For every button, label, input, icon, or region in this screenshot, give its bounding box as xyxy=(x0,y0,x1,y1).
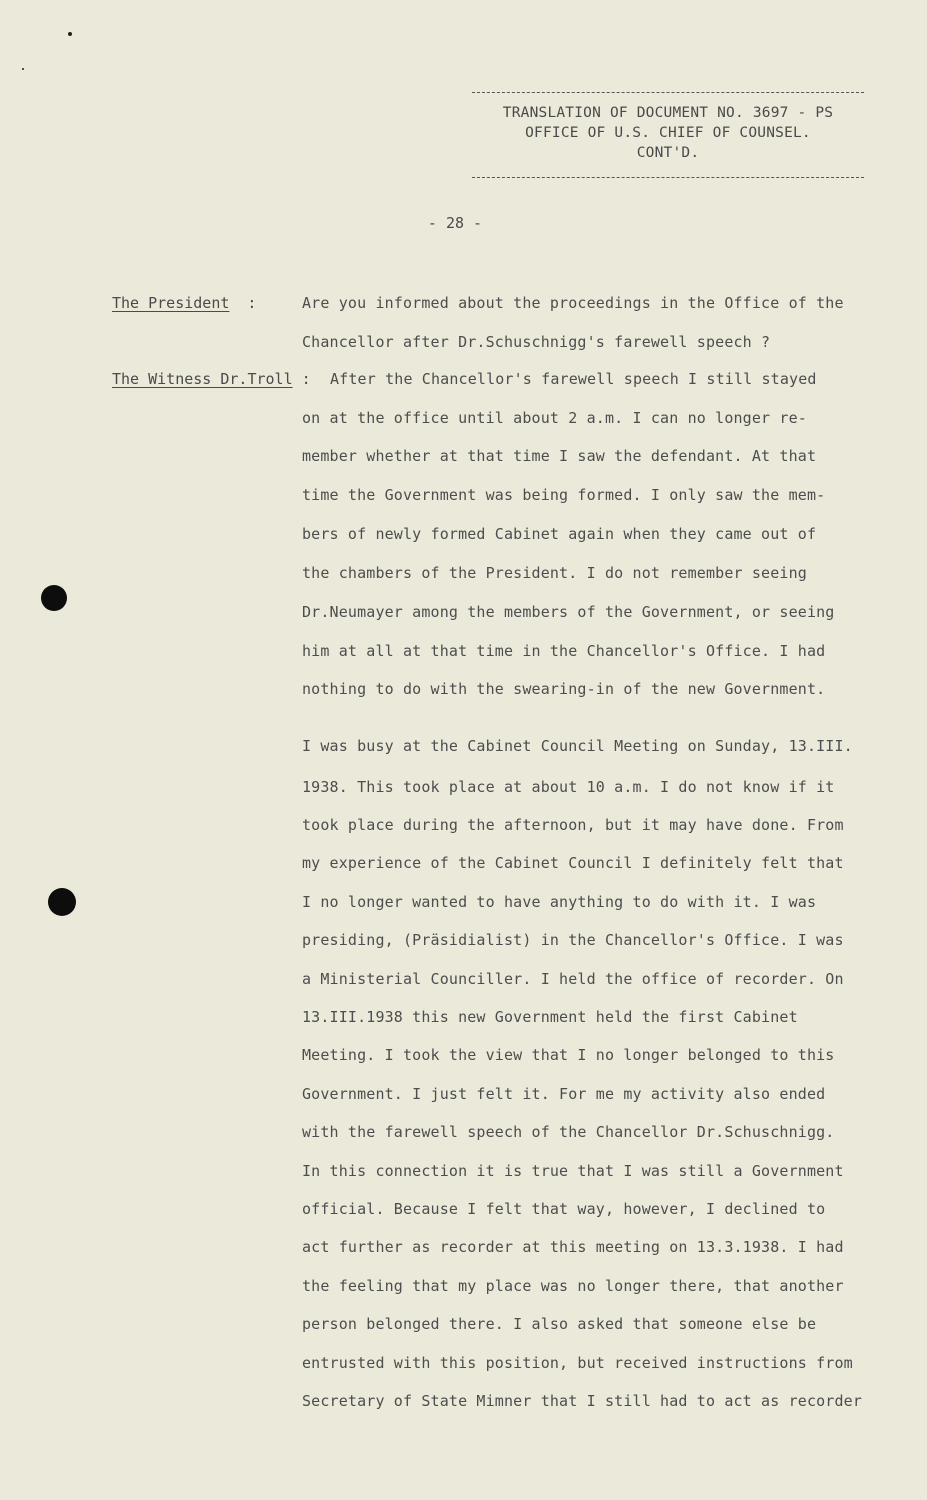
text-line: the feeling that my place was no longer there, that another xyxy=(302,1277,844,1295)
speaker-president-name: The President xyxy=(112,294,230,312)
punch-hole xyxy=(41,585,67,611)
text-line: 1938. This took place at about 10 a.m. I do not know if it xyxy=(302,778,835,796)
text-line: with the farewell speech of the Chancellor Dr.Schuschnigg. xyxy=(302,1123,835,1141)
header-bottom-rule xyxy=(472,177,864,178)
text-line: member whether at that time I saw the defendant. At that xyxy=(302,447,817,465)
text-line: Meeting. I took the view that I no longer belonged to this xyxy=(302,1046,835,1064)
text-line: 13.III.1938 this new Government held the first Cabinet xyxy=(302,1008,798,1026)
header-title: TRANSLATION OF DOCUMENT NO. 3697 - PS xyxy=(502,105,834,121)
text-line: the chambers of the President. I do not remember seeing xyxy=(302,564,807,582)
text-line: my experience of the Cabinet Council I definitely felt that xyxy=(302,854,844,872)
text-line: act further as recorder at this meeting on 13.3.1938. I had xyxy=(302,1238,844,1256)
speaker-president xyxy=(112,294,256,312)
text-line: him at all at that time in the Chancellor's Office. I had xyxy=(302,642,826,660)
page-number: - 28 - xyxy=(427,214,483,232)
speaker-colon: : xyxy=(247,294,257,312)
document-header xyxy=(478,92,858,178)
text-line: entrusted with this position, but received instructions from xyxy=(302,1354,853,1372)
header-top-rule xyxy=(472,92,864,93)
text-line: bers of newly formed Cabinet again when they came out of xyxy=(302,525,817,543)
header-office: OFFICE OF U.S. CHIEF OF COUNSEL. xyxy=(525,125,811,141)
text-line: on at the office until about 2 a.m. I can no longer re- xyxy=(302,409,807,427)
speaker-witness xyxy=(112,370,311,388)
text-line: a Ministerial Counciller. I held the office of recorder. On xyxy=(302,970,844,988)
text-line: person belonged there. I also asked that someone else be xyxy=(302,1315,817,1333)
text-line: After the Chancellor's farewell speech I still stayed xyxy=(330,370,817,388)
text-line: took place during the afternoon, but it may have done. From xyxy=(302,816,844,834)
text-line: time the Government was being formed. I only saw the mem- xyxy=(302,486,826,504)
ink-speck xyxy=(22,68,24,70)
text-line: In this connection it is true that I was still a Government xyxy=(302,1162,844,1180)
text-line: Chancellor after Dr.Schuschnigg's farewell speech ? xyxy=(302,333,771,351)
speaker-colon: : xyxy=(292,370,311,388)
text-line: Are you informed about the proceedings in the Office of the xyxy=(302,294,844,312)
text-line: Secretary of State Mimner that I still had to act as recorder xyxy=(302,1392,863,1410)
punch-hole xyxy=(48,888,76,916)
speaker-witness-name: The Witness Dr.Troll xyxy=(112,370,293,388)
text-line: presiding, (Präsidialist) in the Chancellor's Office. I was xyxy=(302,931,844,949)
text-line: Dr.Neumayer among the members of the Government, or seeing xyxy=(302,603,835,621)
text-line: I no longer wanted to have anything to do with it. I was xyxy=(302,893,817,911)
ink-speck xyxy=(68,32,72,36)
text-line: official. Because I felt that way, however, I declined to xyxy=(302,1200,826,1218)
text-line: I was busy at the Cabinet Council Meeting on Sunday, 13.III. xyxy=(302,737,853,755)
text-line: Government. I just felt it. For me my activity also ended xyxy=(302,1085,826,1103)
header-continued: CONT'D. xyxy=(636,145,700,161)
text-line: nothing to do with the swearing-in of the new Government. xyxy=(302,680,826,698)
